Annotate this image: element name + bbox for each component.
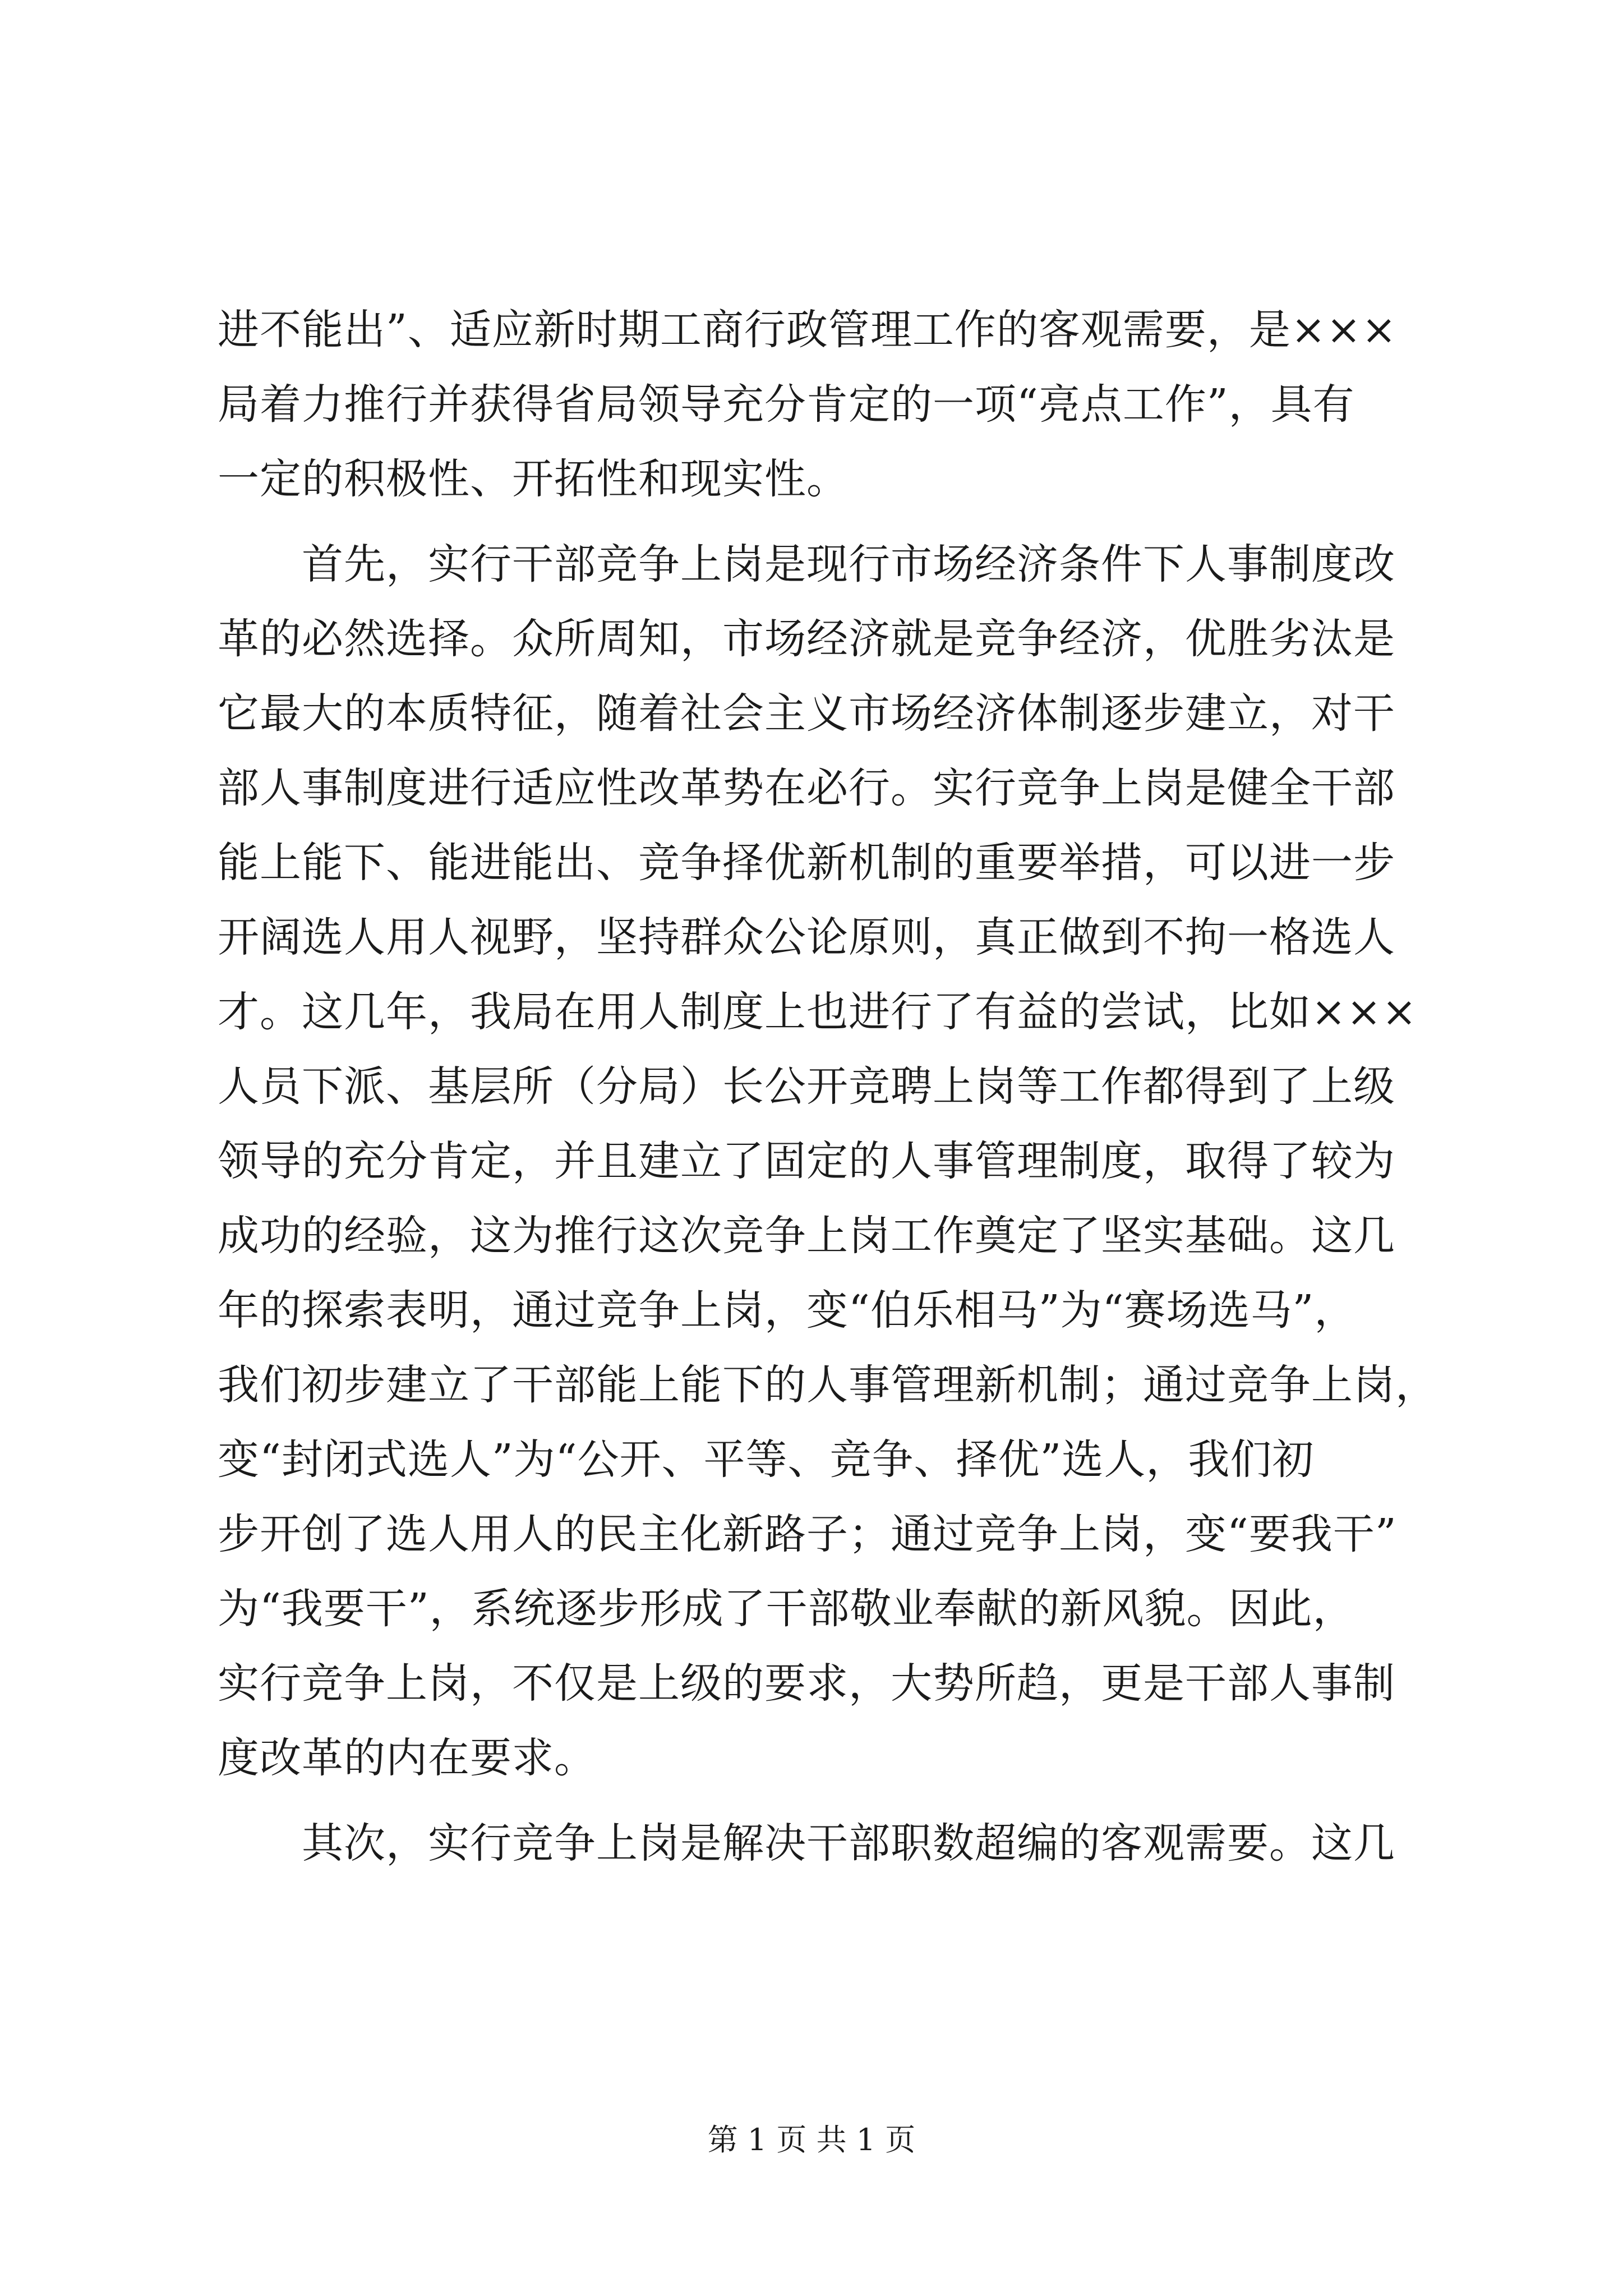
paragraph-first-line: 首先，实行干部竞争上岗是现行市场经济条件下人事制度改 bbox=[218, 540, 1395, 588]
text-line: 我们初步建立了干部能上能下的人事管理新机制；通过竞争上岗， bbox=[218, 1361, 1437, 1409]
page-number-footer: 第 1 页 共 1 页 bbox=[707, 2122, 916, 2157]
text-line: 年的探索表明，通过竞争上岗，变“伯乐相马”为“赛场选马”， bbox=[218, 1286, 1357, 1335]
text-line: 才。这几年，我局在用人制度上也进行了有益的尝试，比如××× bbox=[218, 988, 1418, 1036]
text-line: 进不能出”、适应新时期工商行政管理工作的客观需要，是××× bbox=[218, 306, 1397, 354]
text-line: 实行竞争上岗，不仅是上级的要求，大势所趋，更是干部人事制 bbox=[218, 1659, 1395, 1708]
text-line: 革的必然选择。众所周知，市场经济就是竞争经济，优胜劣汰是 bbox=[218, 615, 1395, 663]
text-line: 变“封闭式选人”为“公开、平等、竞争、择优”选人，我们初 bbox=[218, 1435, 1315, 1484]
text-line: 局着力推行并获得省局领导充分肯定的一项“亮点工作”，具有 bbox=[218, 380, 1355, 429]
text-line: 能上能下、能进能出、竞争择优新机制的重要举措，可以进一步 bbox=[218, 839, 1395, 887]
text-line: 为“我要干”，系统逐步形成了干部敬业奉献的新风貌。因此， bbox=[218, 1585, 1355, 1633]
text-line: 度改革的内在要求。 bbox=[218, 1734, 596, 1782]
text-line: 步开创了选人用人的民主化新路子；通过竞争上岗，变“要我干” bbox=[218, 1510, 1397, 1558]
text-line: 人员下派、基层所（分局）长公开竞聘上岗等工作都得到了上级 bbox=[218, 1062, 1395, 1111]
text-line: 开阔选人用人视野，坚持群众公论原则，真正做到不拘一格选人 bbox=[218, 913, 1395, 961]
text-line: 领导的充分肯定，并且建立了固定的人事管理制度，取得了较为 bbox=[218, 1137, 1395, 1185]
text-line: 它最大的本质特征，随着社会主义市场经济体制逐步建立，对干 bbox=[218, 689, 1395, 738]
text-line: 一定的积极性、开拓性和现实性。 bbox=[218, 455, 849, 503]
text-line: 成功的经验，这为推行这次竞争上岗工作奠定了坚实基础。这几 bbox=[218, 1212, 1395, 1260]
text-line: 部人事制度进行适应性改革势在必行。实行竞争上岗是健全干部 bbox=[218, 764, 1395, 812]
document-body bbox=[218, 293, 1437, 1881]
paragraph-first-line: 其次，实行竞争上岗是解决干部职数超编的客观需要。这几 bbox=[218, 1819, 1395, 1867]
